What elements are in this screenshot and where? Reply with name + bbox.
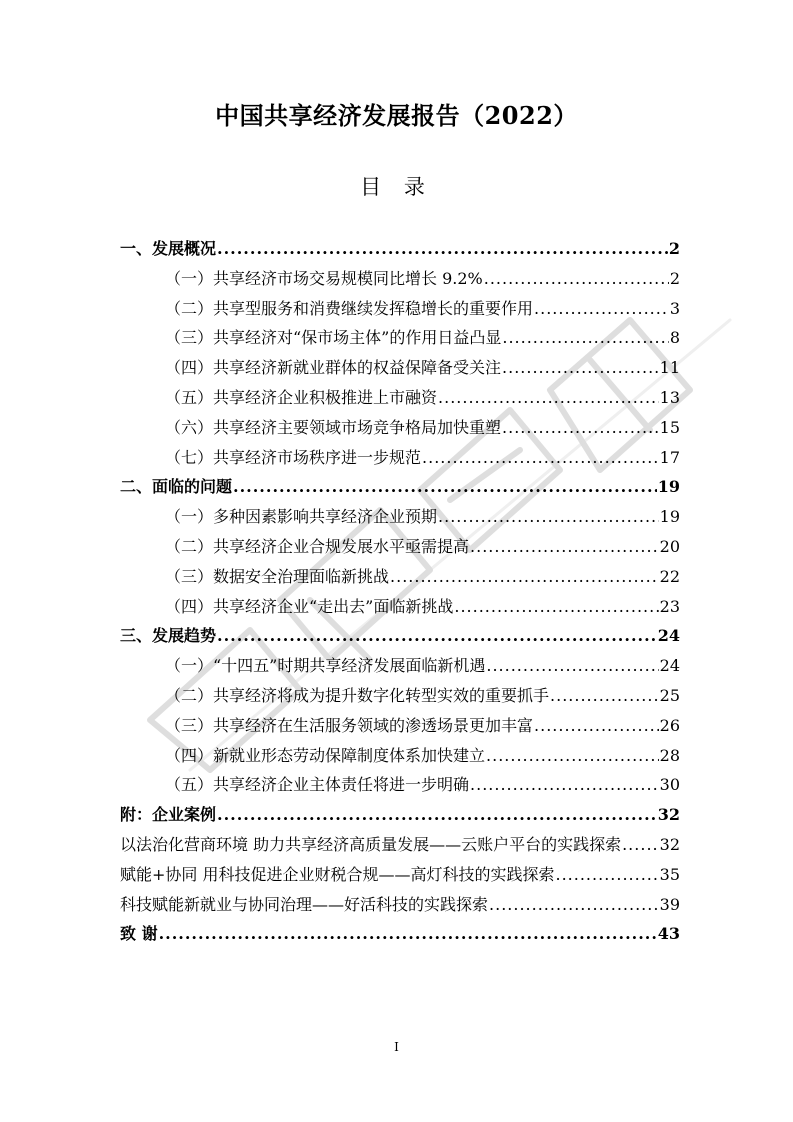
toc-leader-dots [502, 413, 659, 443]
toc-entry[interactable] [120, 532, 680, 562]
toc-entry-page: 24 [657, 626, 680, 646]
toc-entry-page: 11 [659, 358, 680, 378]
toc-entry-page: 43 [657, 924, 680, 944]
toc-heading: 目 录 [360, 175, 433, 199]
toc-leader-dots [422, 443, 659, 473]
document-title: 中国共享经济发展报告（2022） [215, 101, 578, 130]
toc-entry-label: （五）共享经济企业主体责任将进一步明确 [165, 775, 470, 795]
toc-leader-dots [217, 234, 668, 264]
toc-entry[interactable] [120, 502, 680, 532]
toc-entry[interactable] [120, 830, 680, 860]
toc-entry-page: 3 [669, 298, 680, 318]
toc-leader-dots [470, 532, 659, 562]
toc-entry-label: （五）共享经济企业积极推进上市融资 [165, 387, 438, 407]
toc-entry[interactable] [120, 383, 680, 413]
toc-leader-dots [486, 651, 658, 681]
toc-leader-dots [489, 890, 659, 920]
toc-entry[interactable] [120, 860, 680, 890]
toc-entry-page: 28 [659, 745, 680, 765]
toc-entry[interactable] [120, 323, 680, 353]
toc-entry-label: （六）共享经济主要领域市场竞争格局加快重塑 [165, 417, 502, 437]
toc-leader-dots [438, 502, 659, 532]
toc-entry[interactable] [120, 413, 680, 443]
toc-entry[interactable] [120, 890, 680, 920]
toc-leader-dots [534, 711, 659, 741]
toc-entry-label: （一）共享经济市场交易规模同比增长 9.2% [165, 268, 483, 288]
toc-entry-page: 35 [659, 864, 680, 884]
page-number: I [394, 1040, 399, 1054]
toc-entry[interactable] [120, 711, 680, 741]
toc-entry-page: 26 [659, 715, 680, 735]
toc-entry-label: （四）共享经济企业“走出去”面临新挑战 [165, 596, 454, 616]
toc-entry[interactable] [120, 800, 680, 830]
toc-entry[interactable] [120, 562, 680, 592]
toc-entry-page: 32 [659, 834, 680, 854]
toc-entry-page: 20 [659, 536, 680, 556]
toc-entry-page: 32 [657, 805, 680, 825]
toc-entry-page: 22 [659, 566, 680, 586]
toc-leader-dots [159, 919, 657, 949]
toc-entry-label: （七）共享经济市场秩序进一步规范 [165, 447, 422, 467]
toc-entry-label: （三）共享经济对“保市场主体”的作用日益凸显 [165, 328, 502, 348]
toc-entry-page: 23 [659, 596, 680, 616]
toc-leader-dots [454, 592, 658, 622]
toc-leader-dots [484, 264, 669, 294]
toc-leader-dots [438, 383, 659, 413]
toc-entry-label: （二）共享经济企业合规发展水平亟需提高 [165, 536, 470, 556]
toc-leader-dots [550, 681, 659, 711]
toc-leader-dots [486, 741, 659, 771]
toc-leader-dots [556, 860, 659, 890]
toc-entry[interactable] [120, 472, 680, 502]
toc-entry-page: 2 [668, 239, 680, 258]
toc-entry[interactable] [120, 770, 680, 800]
toc-entry-label: 二、面临的问题 [120, 477, 233, 497]
toc-entry[interactable] [120, 651, 680, 681]
toc-leader-dots [233, 472, 657, 502]
toc-entry[interactable] [120, 443, 680, 473]
toc-entry-page: 13 [659, 387, 680, 407]
toc-entry-page: 19 [657, 477, 680, 497]
toc-leader-dots [390, 562, 659, 592]
toc-entry[interactable] [120, 234, 680, 264]
toc-entry-page: 19 [659, 507, 680, 527]
toc-entry-page: 8 [669, 328, 680, 348]
toc-entry[interactable] [120, 681, 680, 711]
toc-entry-label: 科技赋能新就业与协同治理——好活科技的实践探索 [120, 894, 489, 914]
toc-leader-dots [470, 770, 659, 800]
toc-leader-dots [217, 800, 657, 830]
toc-leader-dots [502, 323, 668, 353]
toc-entry-label: （二）共享型服务和消费继续发挥稳增长的重要作用 [165, 298, 534, 318]
toc-entry-page: 25 [659, 685, 680, 705]
toc-entry-page: 39 [659, 894, 680, 914]
toc-leader-dots [622, 830, 659, 860]
toc-entry-page: 2 [669, 268, 680, 288]
toc-entry-label: （二）共享经济将成为提升数字化转型实效的重要抓手 [165, 685, 550, 705]
toc-entry-label: 附：企业案例 [120, 805, 217, 825]
toc-entry-label: 赋能+协同 用科技促进企业财税合规——高灯科技的实践探索 [120, 864, 555, 884]
toc-entry-label: （一）多种因素影响共享经济企业预期 [165, 507, 438, 527]
toc-entry-label: 以法治化营商环境 助力共享经济高质量发展——云账户平台的实践探索 [120, 834, 622, 854]
toc-entry-label: （三）共享经济在生活服务领域的渗透场景更加丰富 [165, 715, 534, 735]
toc-entry-label: （四）新就业形态劳动保障制度体系加快建立 [165, 745, 486, 765]
toc-entry[interactable] [120, 294, 680, 324]
toc-entry-label: 致 谢 [120, 924, 158, 944]
toc-entry-label: （三）数据安全治理面临新挑战 [165, 566, 390, 586]
toc-entry[interactable] [120, 592, 680, 622]
toc-entry-page: 17 [659, 447, 680, 467]
toc-entry[interactable] [120, 264, 680, 294]
toc-entry-page: 30 [659, 775, 680, 795]
toc-entry-label: 三、发展趋势 [120, 626, 217, 646]
toc-entry-page: 15 [659, 417, 680, 437]
toc-entry-page: 24 [659, 656, 680, 676]
table-of-contents [120, 234, 680, 949]
toc-entry[interactable] [120, 741, 680, 771]
toc-entry[interactable] [120, 621, 680, 651]
toc-entry-label: （四）共享经济新就业群体的权益保障备受关注 [165, 358, 502, 378]
toc-leader-dots [502, 353, 659, 383]
toc-entry-label: （一）“十四五”时期共享经济发展面临新机遇 [165, 656, 486, 676]
toc-leader-dots [217, 621, 657, 651]
toc-entry[interactable] [120, 919, 680, 949]
toc-leader-dots [534, 294, 669, 324]
toc-entry[interactable] [120, 353, 680, 383]
toc-entry-label: 一、发展概况 [120, 239, 217, 258]
